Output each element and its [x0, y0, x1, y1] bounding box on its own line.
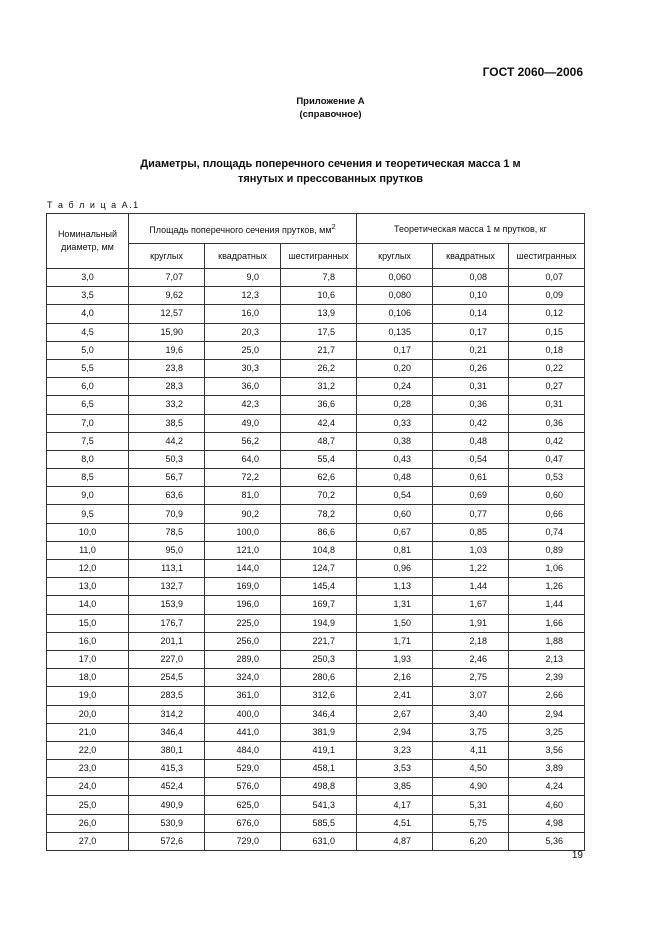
table-cell: 2,39 [509, 669, 585, 687]
table-cell: 572,6 [129, 832, 205, 850]
table-row [47, 287, 585, 305]
table-cell: 1,66 [509, 614, 585, 632]
table-cell: 0,77 [433, 505, 509, 523]
table-cell: 415,3 [129, 760, 205, 778]
data-table [46, 213, 585, 851]
table-cell: 4,17 [357, 796, 433, 814]
table-cell: 0,89 [509, 541, 585, 559]
table-cell: 3,85 [357, 778, 433, 796]
table-cell: 132,7 [129, 578, 205, 596]
table-cell: 498,8 [281, 778, 357, 796]
table-cell: 18,0 [47, 669, 129, 687]
table-cell: 458,1 [281, 760, 357, 778]
table-cell: 5,75 [433, 814, 509, 832]
table-cell: 104,8 [281, 541, 357, 559]
table-cell: 3,56 [509, 741, 585, 759]
table-cell: 0,54 [433, 450, 509, 468]
table-caption: Т а б л и ц а А.1 [47, 200, 140, 210]
table-cell: 4,90 [433, 778, 509, 796]
appendix-heading [0, 95, 661, 121]
table-cell: 48,7 [281, 432, 357, 450]
table-cell: 0,135 [357, 323, 433, 341]
table-cell: 314,2 [129, 705, 205, 723]
table-cell: 2,94 [357, 723, 433, 741]
table-cell: 380,1 [129, 741, 205, 759]
header-mass-square: квадратных [433, 244, 509, 269]
table-cell: 31,2 [281, 378, 357, 396]
table-cell: 12,3 [205, 287, 281, 305]
table-cell: 3,5 [47, 287, 129, 305]
table-cell: 70,2 [281, 487, 357, 505]
table-row [47, 359, 585, 377]
table-cell: 6,0 [47, 378, 129, 396]
table-cell: 42,3 [205, 396, 281, 414]
table-cell: 0,27 [509, 378, 585, 396]
table-row [47, 741, 585, 759]
table-cell: 176,7 [129, 614, 205, 632]
table-row [47, 832, 585, 850]
table-cell: 86,6 [281, 523, 357, 541]
table-cell: 0,31 [433, 378, 509, 396]
table-row [47, 578, 585, 596]
table-cell: 4,11 [433, 741, 509, 759]
table-cell: 0,36 [433, 396, 509, 414]
table-cell: 0,20 [357, 359, 433, 377]
table-row [47, 323, 585, 341]
table-row [47, 450, 585, 468]
table-cell: 529,0 [205, 760, 281, 778]
table-row [47, 523, 585, 541]
table-row [47, 705, 585, 723]
table-row [47, 487, 585, 505]
table-cell: 8,5 [47, 469, 129, 487]
table-cell: 124,7 [281, 560, 357, 578]
table-cell: 44,2 [129, 432, 205, 450]
table-cell: 95,0 [129, 541, 205, 559]
table-cell: 1,67 [433, 596, 509, 614]
table-cell: 144,0 [205, 560, 281, 578]
table-row [47, 596, 585, 614]
table-row [47, 378, 585, 396]
table-cell: 0,69 [433, 487, 509, 505]
table-cell: 0,15 [509, 323, 585, 341]
table-cell: 346,4 [281, 705, 357, 723]
table-cell: 78,2 [281, 505, 357, 523]
table-cell: 0,60 [509, 487, 585, 505]
table-cell: 81,0 [205, 487, 281, 505]
table-cell: 0,53 [509, 469, 585, 487]
table-cell: 194,9 [281, 614, 357, 632]
table-cell: 1,06 [509, 560, 585, 578]
table-row [47, 341, 585, 359]
table-cell: 26,0 [47, 814, 129, 832]
table-cell: 62,6 [281, 469, 357, 487]
table-cell: 0,96 [357, 560, 433, 578]
table-row [47, 414, 585, 432]
table-cell: 2,16 [357, 669, 433, 687]
table-cell: 225,0 [205, 614, 281, 632]
table-cell: 5,5 [47, 359, 129, 377]
section-title [0, 157, 661, 187]
table-cell: 0,38 [357, 432, 433, 450]
table-cell: 2,94 [509, 705, 585, 723]
table-cell: 2,66 [509, 687, 585, 705]
table-cell: 17,0 [47, 650, 129, 668]
table-cell: 324,0 [205, 669, 281, 687]
table-cell: 4,87 [357, 832, 433, 850]
table-cell: 24,0 [47, 778, 129, 796]
table-cell: 1,13 [357, 578, 433, 596]
table-cell: 0,85 [433, 523, 509, 541]
table-cell: 7,8 [281, 269, 357, 287]
table-cell: 0,12 [509, 305, 585, 323]
table-row [47, 396, 585, 414]
table-cell: 169,7 [281, 596, 357, 614]
table-cell: 0,54 [357, 487, 433, 505]
table-cell: 1,31 [357, 596, 433, 614]
table-cell: 0,17 [357, 341, 433, 359]
table-cell: 72,2 [205, 469, 281, 487]
table-cell: 1,71 [357, 632, 433, 650]
table-cell: 2,75 [433, 669, 509, 687]
table-cell: 145,4 [281, 578, 357, 596]
table-row [47, 796, 585, 814]
table-cell: 12,0 [47, 560, 129, 578]
header-area-hex: шестигранных [281, 244, 357, 269]
table-cell: 78,5 [129, 523, 205, 541]
table-cell: 0,42 [509, 432, 585, 450]
table-cell: 3,89 [509, 760, 585, 778]
table-cell: 23,8 [129, 359, 205, 377]
table-cell: 585,5 [281, 814, 357, 832]
table-cell: 256,0 [205, 632, 281, 650]
section-title-line2: тянутых и прессованных прутков [237, 173, 424, 185]
table-cell: 0,43 [357, 450, 433, 468]
table-cell: 227,0 [129, 650, 205, 668]
table-cell: 0,14 [433, 305, 509, 323]
table-cell: 49,0 [205, 414, 281, 432]
table-cell: 56,2 [205, 432, 281, 450]
table-cell: 2,46 [433, 650, 509, 668]
table-cell: 25,0 [47, 796, 129, 814]
table-cell: 201,1 [129, 632, 205, 650]
table-cell: 0,66 [509, 505, 585, 523]
table-row [47, 614, 585, 632]
table-cell: 250,3 [281, 650, 357, 668]
table-row [47, 650, 585, 668]
table-cell: 419,1 [281, 741, 357, 759]
table-cell: 0,42 [433, 414, 509, 432]
table-cell: 0,28 [357, 396, 433, 414]
table-cell: 3,23 [357, 741, 433, 759]
table-cell: 5,0 [47, 341, 129, 359]
table-cell: 0,21 [433, 341, 509, 359]
table-cell: 28,3 [129, 378, 205, 396]
table-cell: 10,6 [281, 287, 357, 305]
table-cell: 361,0 [205, 687, 281, 705]
table-cell: 312,6 [281, 687, 357, 705]
table-cell: 0,18 [509, 341, 585, 359]
table-cell: 63,6 [129, 487, 205, 505]
table-cell: 16,0 [47, 632, 129, 650]
table-cell: 5,36 [509, 832, 585, 850]
table-cell: 6,5 [47, 396, 129, 414]
table-cell: 4,51 [357, 814, 433, 832]
table-cell: 33,2 [129, 396, 205, 414]
table-cell: 36,0 [205, 378, 281, 396]
header-mass-round: круглых [357, 244, 433, 269]
table-cell: 0,81 [357, 541, 433, 559]
table-cell: 1,03 [433, 541, 509, 559]
table-cell: 90,2 [205, 505, 281, 523]
table-cell: 9,0 [47, 487, 129, 505]
table-cell: 9,0 [205, 269, 281, 287]
table-cell: 17,5 [281, 323, 357, 341]
table-cell: 64,0 [205, 450, 281, 468]
table-cell: 1,44 [433, 578, 509, 596]
header-diameter: Номинальный диаметр, мм [47, 214, 129, 269]
table-cell: 13,0 [47, 578, 129, 596]
table-cell: 20,3 [205, 323, 281, 341]
table-cell: 0,67 [357, 523, 433, 541]
table-cell: 541,3 [281, 796, 357, 814]
table-cell: 1,88 [509, 632, 585, 650]
table-cell: 1,93 [357, 650, 433, 668]
table-cell: 50,3 [129, 450, 205, 468]
header-area-text: Площадь поперечного сечения прутков, мм [149, 225, 332, 235]
table-cell: 14,0 [47, 596, 129, 614]
table-row [47, 305, 585, 323]
table-cell: 0,48 [357, 469, 433, 487]
table-cell: 36,6 [281, 396, 357, 414]
table-cell: 11,0 [47, 541, 129, 559]
table-row [47, 505, 585, 523]
table-cell: 2,67 [357, 705, 433, 723]
table-cell: 289,0 [205, 650, 281, 668]
table-cell: 0,36 [509, 414, 585, 432]
header-mass-hex: шестигранных [509, 244, 585, 269]
table-cell: 21,0 [47, 723, 129, 741]
table-cell: 15,90 [129, 323, 205, 341]
table-cell: 625,0 [205, 796, 281, 814]
table-cell: 0,08 [433, 269, 509, 287]
table-cell: 4,60 [509, 796, 585, 814]
header-area-group [129, 214, 357, 244]
table-cell: 25,0 [205, 341, 281, 359]
table-cell: 631,0 [281, 832, 357, 850]
table-cell: 55,4 [281, 450, 357, 468]
table-cell: 346,4 [129, 723, 205, 741]
table-cell: 0,07 [509, 269, 585, 287]
table-cell: 1,50 [357, 614, 433, 632]
table-cell: 3,25 [509, 723, 585, 741]
table-cell: 0,10 [433, 287, 509, 305]
table-cell: 7,5 [47, 432, 129, 450]
table-cell: 26,2 [281, 359, 357, 377]
table-cell: 490,9 [129, 796, 205, 814]
table-cell: 9,62 [129, 287, 205, 305]
table-cell: 441,0 [205, 723, 281, 741]
table-cell: 23,0 [47, 760, 129, 778]
table-cell: 4,50 [433, 760, 509, 778]
table-cell: 0,61 [433, 469, 509, 487]
table-cell: 196,0 [205, 596, 281, 614]
table-cell: 5,31 [433, 796, 509, 814]
header-area-square: квадратных [205, 244, 281, 269]
table-cell: 576,0 [205, 778, 281, 796]
table-cell: 0,22 [509, 359, 585, 377]
table-row [47, 541, 585, 559]
table-cell: 7,07 [129, 269, 205, 287]
table-cell: 19,6 [129, 341, 205, 359]
table-row [47, 432, 585, 450]
standard-number: ГОСТ 2060—2006 [482, 65, 583, 79]
table-cell: 70,9 [129, 505, 205, 523]
table-cell: 0,47 [509, 450, 585, 468]
header-area-round: круглых [129, 244, 205, 269]
table-cell: 22,0 [47, 741, 129, 759]
table-cell: 30,3 [205, 359, 281, 377]
table-cell: 530,9 [129, 814, 205, 832]
table-cell: 280,6 [281, 669, 357, 687]
table-cell: 254,5 [129, 669, 205, 687]
table-cell: 2,18 [433, 632, 509, 650]
table-cell: 3,0 [47, 269, 129, 287]
table-cell: 153,9 [129, 596, 205, 614]
table-cell: 8,0 [47, 450, 129, 468]
table-row [47, 778, 585, 796]
table-cell: 484,0 [205, 741, 281, 759]
page-number: 19 [571, 850, 583, 861]
table-cell: 381,9 [281, 723, 357, 741]
table-cell: 0,080 [357, 287, 433, 305]
table-cell: 7,0 [47, 414, 129, 432]
table-cell: 19,0 [47, 687, 129, 705]
table-cell: 121,0 [205, 541, 281, 559]
table-cell: 452,4 [129, 778, 205, 796]
header-mass-group: Теоретическая масса 1 м прутков, кг [357, 214, 585, 244]
table-cell: 1,44 [509, 596, 585, 614]
table-row [47, 632, 585, 650]
appendix-title: Приложение А [296, 96, 365, 107]
table-cell: 1,22 [433, 560, 509, 578]
table-cell: 0,33 [357, 414, 433, 432]
table-row [47, 669, 585, 687]
table-cell: 0,09 [509, 287, 585, 305]
table-cell: 6,20 [433, 832, 509, 850]
table-cell: 20,0 [47, 705, 129, 723]
table-cell: 4,0 [47, 305, 129, 323]
table-cell: 169,0 [205, 578, 281, 596]
table-cell: 9,5 [47, 505, 129, 523]
table-cell: 0,24 [357, 378, 433, 396]
table-cell: 10,0 [47, 523, 129, 541]
table-row [47, 687, 585, 705]
table-cell: 283,5 [129, 687, 205, 705]
table-cell: 12,57 [129, 305, 205, 323]
table-row [47, 560, 585, 578]
table-cell: 3,75 [433, 723, 509, 741]
table-cell: 1,26 [509, 578, 585, 596]
table-cell: 0,17 [433, 323, 509, 341]
table-cell: 27,0 [47, 832, 129, 850]
appendix-subtitle: (справочное) [299, 109, 362, 120]
section-title-line1: Диаметры, площадь поперечного сечения и теоретическая масса 1 м [140, 158, 521, 170]
table-cell: 4,5 [47, 323, 129, 341]
table-cell: 21,7 [281, 341, 357, 359]
header-area-sup: 2 [331, 222, 336, 231]
table-cell: 0,060 [357, 269, 433, 287]
table-row [47, 723, 585, 741]
table-cell: 13,9 [281, 305, 357, 323]
table-cell: 42,4 [281, 414, 357, 432]
table-cell: 100,0 [205, 523, 281, 541]
table-cell: 113,1 [129, 560, 205, 578]
table-cell: 3,07 [433, 687, 509, 705]
table-cell: 0,31 [509, 396, 585, 414]
table-cell: 0,106 [357, 305, 433, 323]
table-cell: 2,13 [509, 650, 585, 668]
table-cell: 56,7 [129, 469, 205, 487]
table-cell: 729,0 [205, 832, 281, 850]
table-cell: 4,98 [509, 814, 585, 832]
table-cell: 676,0 [205, 814, 281, 832]
table-cell: 400,0 [205, 705, 281, 723]
table-row [47, 814, 585, 832]
table-cell: 3,53 [357, 760, 433, 778]
table-row [47, 469, 585, 487]
table-cell: 4,24 [509, 778, 585, 796]
table-cell: 2,41 [357, 687, 433, 705]
table-row [47, 269, 585, 287]
table-cell: 3,40 [433, 705, 509, 723]
table-cell: 15,0 [47, 614, 129, 632]
table-cell: 0,26 [433, 359, 509, 377]
table-cell: 0,74 [509, 523, 585, 541]
table-cell: 221,7 [281, 632, 357, 650]
table-cell: 1,91 [433, 614, 509, 632]
table-row [47, 760, 585, 778]
table-cell: 0,60 [357, 505, 433, 523]
table-cell: 38,5 [129, 414, 205, 432]
table-cell: 0,48 [433, 432, 509, 450]
table-cell: 16,0 [205, 305, 281, 323]
